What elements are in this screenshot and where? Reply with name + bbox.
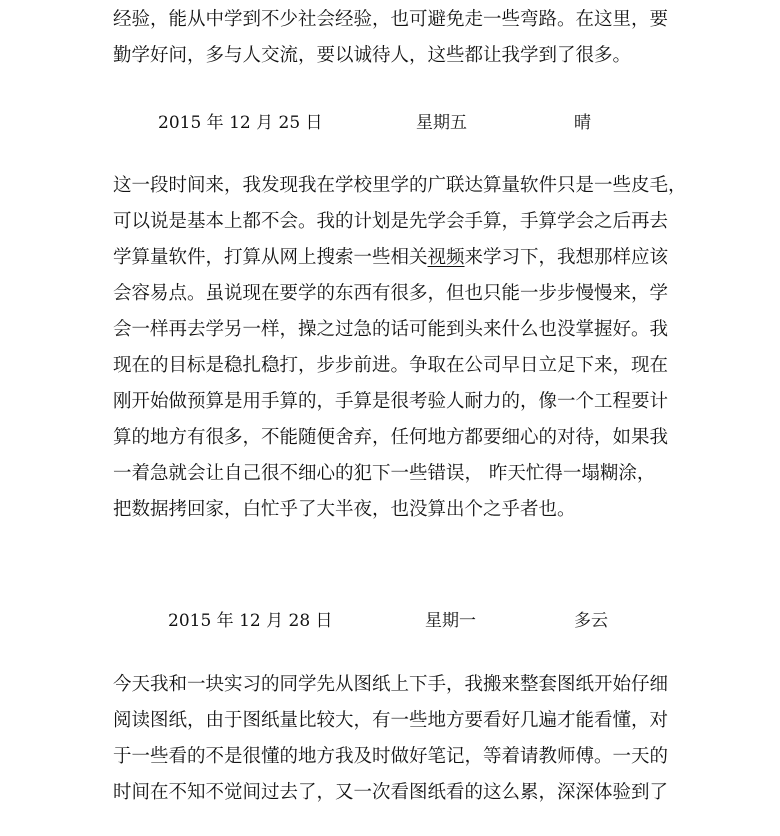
text-line: 会一样再去学另一样，操之过急的话可能到头来什么也没掌握好。我 (113, 319, 669, 340)
text-line: 于一些看的不是很懂的地方我及时做好笔记，等着请教师傅。一天的 (113, 746, 669, 767)
entry-weather: 晴 (574, 113, 591, 133)
text-line: 可以说是基本上都不会。我的计划是先学会手算，手算学会之后再去 (113, 211, 669, 232)
text-line: 一着急就会让自己很不细心的犯下一些错误， 昨天忙得一塌糊涂， (113, 463, 656, 484)
text-line: 阅读图纸，由于图纸量比较大，有一些地方要看好几遍才能看懂，对 (113, 710, 669, 731)
text-line: 把数据拷回家，白忙乎了大半夜，也没算出个之乎者也。 (113, 499, 576, 520)
diary-entry-header-2 (0, 609, 780, 633)
entry-weekday: 星期五 (416, 113, 467, 133)
entry-date: 2015 年 12 月 28 日 (168, 611, 333, 631)
text-line: 算的地方有很多，不能随便舍弃，任何地方都要细心的对待，如果我 (113, 427, 669, 448)
text-line: 刚开始做预算是用手算的，手算是很考验人耐力的，像一个工程要计 (113, 391, 669, 412)
text-line: 经验，能从中学到不少社会经验，也可避免走一些弯路。在这里，要 (113, 9, 669, 30)
text-segment: 来学习下，我想那样应该 (464, 247, 669, 268)
text-line: 现在的目标是稳扎稳打，步步前进。争取在公司早日立足下来，现在 (113, 355, 669, 376)
underlined-word: 视频 (427, 247, 465, 268)
paragraph-entry-1 (113, 168, 687, 528)
text-line: 会容易点。虽说现在要学的东西有很多，但也只能一步步慢慢来，学 (113, 283, 669, 304)
text-segment: 学算量软件，打算从网上搜索一些相关 (113, 247, 428, 268)
text-line (113, 240, 673, 276)
text-line: 这一段时间来，我发现我在学校里学的广联达算量软件只是一些皮毛， (113, 175, 687, 196)
diary-entry-header-1 (0, 111, 780, 135)
text-line: 今天我和一块实习的同学先从图纸上下手，我搬来整套图纸开始仔细 (113, 674, 669, 695)
text-line: 时间在不知不觉间过去了，又一次看图纸看的这么累，深深体验到了 (113, 782, 669, 803)
entry-weather: 多云 (574, 611, 608, 631)
paragraph-entry-2 (113, 667, 673, 811)
text-line: 勤学好问，多与人交流，要以诚待人，这些都让我学到了很多。 (113, 45, 632, 66)
entry-weekday: 星期一 (425, 611, 476, 631)
paragraph-top (113, 2, 673, 74)
entry-date: 2015 年 12 月 25 日 (158, 113, 323, 133)
